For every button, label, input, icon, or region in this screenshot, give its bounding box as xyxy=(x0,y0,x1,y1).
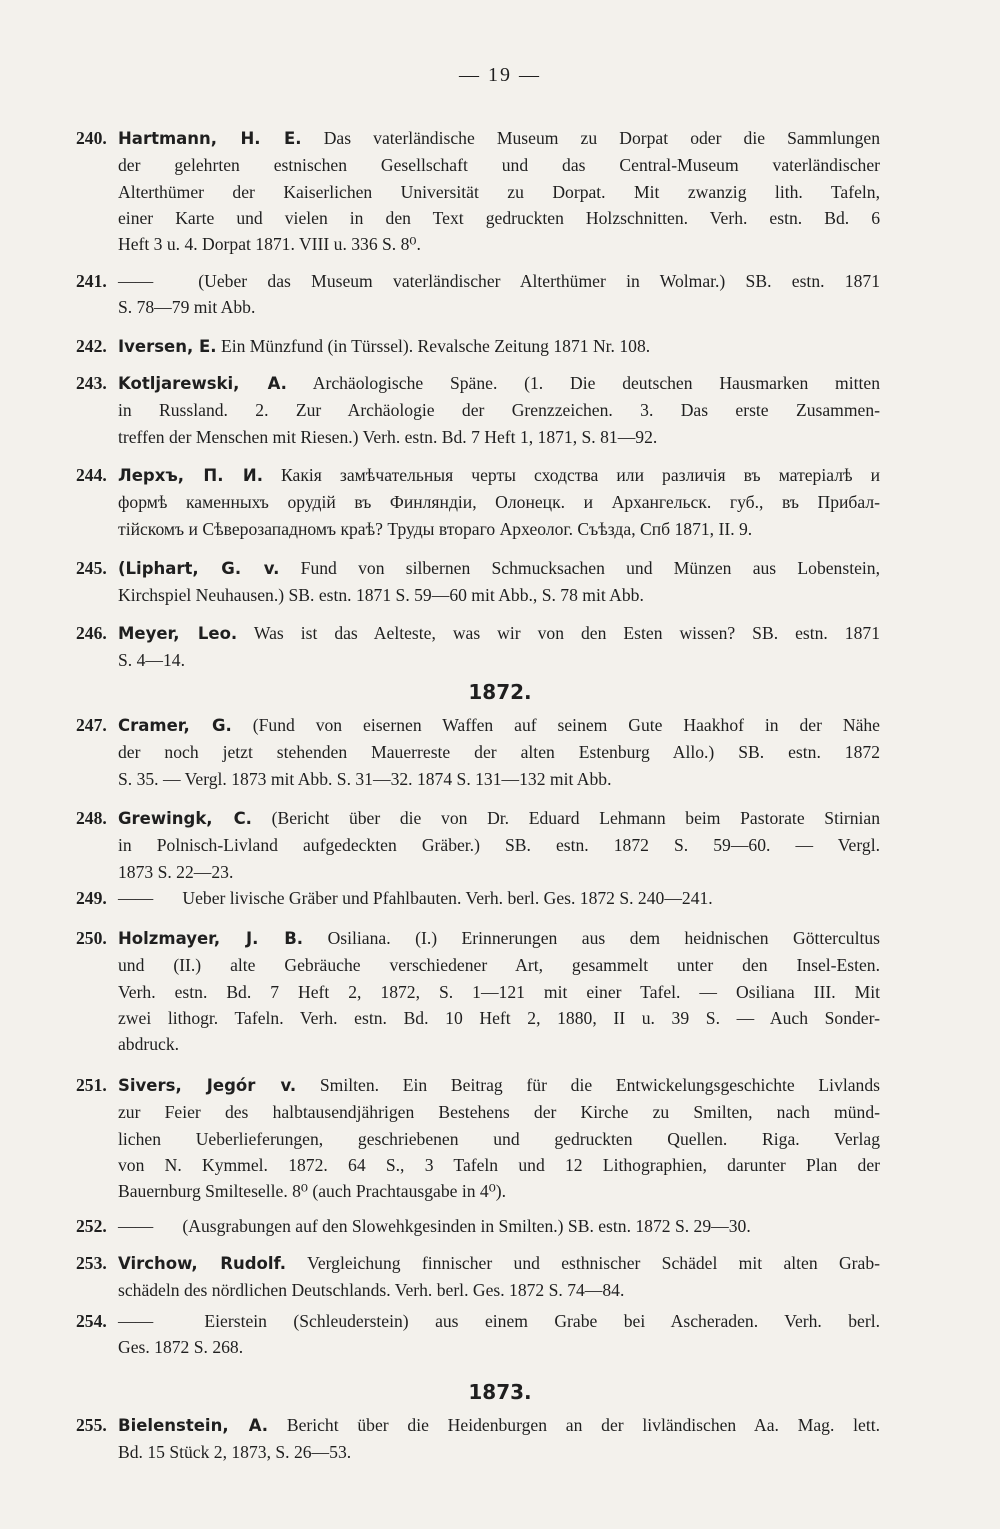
entry-author: Cramer, G. xyxy=(118,716,232,735)
entry-text: Verh. estn. Bd. 7 Heft 2, 1872, S. 1—121 mit einer Tafel. — Osiliana III. Mit xyxy=(118,981,880,1002)
entry-number: 251. xyxy=(76,1075,107,1095)
entry-author: Kotljarewski, A. xyxy=(118,374,287,393)
entry-text: Kirchspiel Neuhausen.) SB. estn. 1871 S. 59—60 mit Abb., S. 78 mit Abb. xyxy=(118,585,644,606)
bibliography-entry xyxy=(76,805,880,885)
entry-number: 252. xyxy=(76,1216,107,1236)
entry-text: Alterthümer der Kaiserlichen Universität zu Dorpat. Mit zwanzig lith. Tafeln, xyxy=(118,181,880,202)
entry-text: Какія замѣчательныя черты сходства или различія въ матеріалѣ и xyxy=(281,465,881,485)
entry-text: Heft 3 u. 4. Dorpat 1871. VIII u. 336 S. 8⁰. xyxy=(118,234,421,255)
entry-number: 245. xyxy=(76,558,107,578)
entry-number: 254. xyxy=(76,1311,107,1331)
entry-number: 240. xyxy=(76,128,107,148)
entry-text: Bauernburg Smilteselle. 8⁰ (auch Prachtausgabe in 4⁰). xyxy=(118,1181,507,1202)
bibliography-entry xyxy=(76,125,880,257)
entry-text: Fund von silbernen Schmucksachen und Münzen aus Lobenstein, xyxy=(300,558,880,578)
entry-text: тійскомъ и Сѣверозападномъ краѣ? Труды втораго Археолог. Съѣзда, Спб 1871, II. 9. xyxy=(118,518,753,539)
entry-author: Лерхъ, П. И. xyxy=(118,466,263,485)
entry-text: zwei lithogr. Tafeln. Verh. estn. Bd. 10 Heft 2, 1880, II u. 39 S. — Auch Sonder- xyxy=(118,1007,880,1028)
entry-text: (Bericht über die von Dr. Eduard Lehmann beim Pastorate Stirnian xyxy=(271,808,880,828)
entry-text: Osiliana. (I.) Erinnerungen aus dem heidnischen Göttercultus xyxy=(327,928,881,948)
entry-text: in Russland. 2. Zur Archäologie der Grenzzeichen. 3. Das erste Zusammen- xyxy=(118,400,880,421)
entry-text: und (II.) alte Gebräuche verschiedener Art, gesammelt unter den Insel-Esten. xyxy=(118,955,880,976)
entry-author: Sivers, Jegór v. xyxy=(118,1076,297,1095)
entry-number: 246. xyxy=(76,623,107,643)
entry-text: Ein Münzfund (in Türssel). Revalsche Zeitung 1871 Nr. 108. xyxy=(220,336,651,356)
bibliography-entry xyxy=(76,1250,880,1304)
bibliography-entry xyxy=(76,1072,880,1204)
entry-author: —— xyxy=(118,888,154,908)
entry-number: 250. xyxy=(76,928,107,948)
entry-text: in Polnisch-Livland aufgedeckten Gräber.) SB. estn. 1872 S. 59—60. — Vergl. xyxy=(118,835,880,856)
bibliography-entry xyxy=(76,1308,880,1361)
year-heading: 1872. xyxy=(468,680,532,704)
entry-text: S. 78—79 mit Abb. xyxy=(118,297,256,318)
entry-number: 241. xyxy=(76,271,107,291)
entry-text: einer Karte und vielen in den Text gedruckten Holzschnitten. Verh. estn. Bd. 6 xyxy=(118,207,880,228)
entry-text: Was ist das Aelteste, was wir von den Esten wissen? SB. estn. 1871 xyxy=(253,623,880,643)
entry-author: Virchow, Rudolf. xyxy=(118,1254,287,1273)
entry-text: treffen der Menschen mit Riesen.) Verh. estn. Bd. 7 Heft 1, 1871, S. 81—92. xyxy=(118,426,658,447)
entry-author: Grewingk, C. xyxy=(118,809,252,828)
entry-text: (Ausgrabungen auf den Slowehkgesinden in Smilten.) SB. estn. 1872 S. 29—30. xyxy=(182,1216,751,1236)
bibliography-entry xyxy=(76,885,880,911)
entry-text: lichen Ueberlieferungen, geschriebenen und gedruckten Quellen. Riga. Verlag xyxy=(118,1128,880,1149)
bibliography-entry xyxy=(76,333,880,360)
bibliography-entry xyxy=(76,268,880,321)
entry-author: Holzmayer, J. B. xyxy=(118,929,304,948)
entry-text: Das vaterländische Museum zu Dorpat oder die Sammlungen xyxy=(323,128,880,148)
entry-author: Iversen, E. xyxy=(118,337,217,356)
entry-text: Archäologische Späne. (1. Die deutschen Hausmarken mitten xyxy=(312,373,880,393)
bibliography-entry xyxy=(76,925,880,1057)
entry-text: abdruck. xyxy=(118,1034,180,1055)
entry-number: 253. xyxy=(76,1253,107,1273)
entry-text: (Fund von eisernen Waffen auf seinem Gute Haakhof in der Nähe xyxy=(252,715,880,735)
entry-text: формѣ каменныхъ орудій въ Финляндіи, Олонецк. и Архангельск. губ., въ Прибал- xyxy=(118,492,880,513)
entry-number: 243. xyxy=(76,373,107,393)
entry-text: zur Feier des halbtausendjährigen Bestehens der Kirche zu Smilten, nach münd- xyxy=(118,1102,880,1123)
entry-author: —— xyxy=(118,1311,154,1331)
bibliography-entry xyxy=(76,462,880,542)
entry-author: —— xyxy=(118,271,154,291)
bibliography-entry xyxy=(76,1412,880,1466)
entry-number: 255. xyxy=(76,1415,107,1435)
entry-text: Ges. 1872 S. 268. xyxy=(118,1337,244,1358)
entry-author: (Liphart, G. v. xyxy=(118,559,280,578)
entry-text: 1873 S. 22—23. xyxy=(118,861,234,882)
entry-author: —— xyxy=(118,1216,154,1236)
entry-text: der gelehrten estnischen Gesellschaft und das Central-Museum vaterländischer xyxy=(118,155,880,176)
entry-text: schädeln des nördlichen Deutschlands. Verh. berl. Ges. 1872 S. 74—84. xyxy=(118,1280,625,1301)
entry-text: Vergleichung finnischer und esthnischer Schädel mit alten Grab- xyxy=(307,1253,880,1273)
entry-text: Smilten. Ein Beitrag für die Entwickelungsgeschichte Livlands xyxy=(319,1075,880,1095)
bibliography-entry xyxy=(76,370,880,450)
entry-text: Eierstein (Schleuderstein) aus einem Grabe bei Ascheraden. Verh. berl. xyxy=(204,1311,880,1331)
year-heading: 1873. xyxy=(468,1380,532,1404)
page-number: — 19 — xyxy=(459,64,541,86)
entry-text: von N. Kymmel. 1872. 64 S., 3 Tafeln und 12 Lithographien, darunter Plan der xyxy=(118,1154,880,1175)
entry-number: 249. xyxy=(76,888,107,908)
entry-text: S. 35. — Vergl. 1873 mit Abb. S. 31—32. 1874 S. 131—132 mit Abb. xyxy=(118,768,612,789)
entry-text: Bd. 15 Stück 2, 1873, S. 26—53. xyxy=(118,1442,352,1463)
entry-text: der noch jetzt stehenden Mauerreste der alten Estenburg Allo.) SB. estn. 1872 xyxy=(118,742,880,763)
entry-number: 247. xyxy=(76,715,107,735)
entry-author: Bielenstein, A. xyxy=(118,1416,269,1435)
entry-text: S. 4—14. xyxy=(118,650,185,671)
entry-number: 248. xyxy=(76,808,107,828)
entry-text: Bericht über die Heidenburgen an der livländischen Aa. Mag. lett. xyxy=(286,1415,880,1435)
entry-text: (Ueber das Museum vaterländischer Alterthümer in Wolmar.) SB. estn. 1871 xyxy=(198,271,880,291)
entry-number: 242. xyxy=(76,336,107,356)
bibliography-entry xyxy=(76,620,880,674)
entry-text: Ueber livische Gräber und Pfahlbauten. Verh. berl. Ges. 1872 S. 240—241. xyxy=(182,888,713,908)
bibliography-entry xyxy=(76,1213,880,1239)
bibliography-entry xyxy=(76,555,880,609)
entry-author: Meyer, Leo. xyxy=(118,624,238,643)
entry-number: 244. xyxy=(76,465,107,485)
bibliography-entry xyxy=(76,712,880,792)
entry-author: Hartmann, H. E. xyxy=(118,129,302,148)
